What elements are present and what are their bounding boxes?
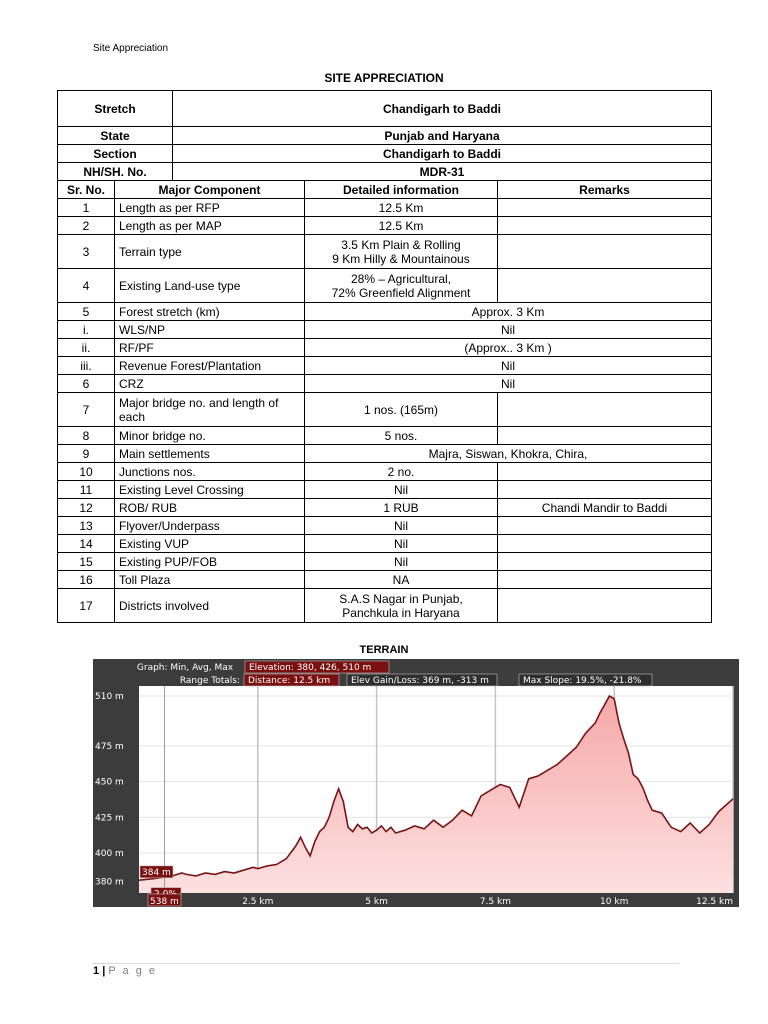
y-tick-label: 475 m bbox=[95, 741, 124, 752]
x-tick-label: 12.5 km bbox=[696, 897, 733, 907]
nh-row bbox=[58, 163, 712, 181]
col-header-remarks: Remarks bbox=[498, 181, 712, 199]
row-detail: 2 no. bbox=[305, 463, 498, 481]
row-sr-no: 6 bbox=[58, 375, 115, 393]
col-header-detail: Detailed information bbox=[305, 181, 498, 199]
range-totals-label: Range Totals: bbox=[179, 676, 240, 686]
row-detail: NA bbox=[305, 571, 498, 589]
elevation-profile-chart bbox=[93, 659, 739, 907]
table-row bbox=[58, 571, 712, 589]
stretch-row bbox=[58, 91, 712, 127]
row-component: Major bridge no. and length of each bbox=[115, 393, 305, 427]
row-component: Districts involved bbox=[115, 589, 305, 623]
row-remarks bbox=[498, 535, 712, 553]
table-row bbox=[58, 375, 712, 393]
row-sr-no: 11 bbox=[58, 481, 115, 499]
row-sr-no: iii. bbox=[58, 357, 115, 375]
document-title: SITE APPRECIATION bbox=[324, 71, 444, 85]
row-sr-no: 15 bbox=[58, 553, 115, 571]
row-remarks: Chandi Mandir to Baddi bbox=[498, 499, 712, 517]
cursor-elevation-readout: 384 m bbox=[142, 867, 171, 878]
row-sr-no: ii. bbox=[58, 339, 115, 357]
y-tick-label: 510 m bbox=[95, 691, 124, 702]
row-merged-info: Nil bbox=[305, 375, 712, 393]
row-remarks bbox=[498, 481, 712, 499]
row-component: Main settlements bbox=[115, 445, 305, 463]
row-component: WLS/NP bbox=[115, 321, 305, 339]
row-component: Existing Level Crossing bbox=[115, 481, 305, 499]
y-tick-label: 400 m bbox=[95, 849, 124, 860]
row-detail: 12.5 Km bbox=[305, 199, 498, 217]
table-row bbox=[58, 235, 712, 269]
section-label: Section bbox=[58, 145, 173, 163]
x-tick-label: 10 km bbox=[600, 897, 629, 907]
distance-label: Distance: 12.5 km bbox=[248, 676, 331, 686]
state-value: Punjab and Haryana bbox=[173, 127, 712, 145]
x-tick-label: 2.5 km bbox=[242, 897, 274, 907]
row-component: Toll Plaza bbox=[115, 571, 305, 589]
row-remarks bbox=[498, 427, 712, 445]
table-row bbox=[58, 269, 712, 303]
row-component: CRZ bbox=[115, 375, 305, 393]
row-detail: 5 nos. bbox=[305, 427, 498, 445]
row-sr-no: 8 bbox=[58, 427, 115, 445]
table-row bbox=[58, 357, 712, 375]
nh-label: NH/SH. No. bbox=[58, 163, 173, 181]
row-sr-no: 7 bbox=[58, 393, 115, 427]
row-component: Existing PUP/FOB bbox=[115, 553, 305, 571]
row-remarks bbox=[498, 235, 712, 269]
running-header: Site Appreciation bbox=[93, 43, 169, 54]
cursor-distance-readout: 538 m bbox=[150, 897, 179, 907]
terrain-title: TERRAIN bbox=[359, 644, 409, 656]
row-detail: Nil bbox=[305, 535, 498, 553]
row-component: Minor bridge no. bbox=[115, 427, 305, 445]
table-row bbox=[58, 481, 712, 499]
row-component: Revenue Forest/Plantation bbox=[115, 357, 305, 375]
row-merged-info: (Approx.. 3 Km ) bbox=[305, 339, 712, 357]
row-detail: 3.5 Km Plain & Rolling 9 Km Hilly & Mountainous bbox=[305, 235, 498, 269]
row-sr-no: 16 bbox=[58, 571, 115, 589]
row-component: Existing Land-use type bbox=[115, 269, 305, 303]
page-footer bbox=[93, 965, 157, 977]
row-sr-no: 12 bbox=[58, 499, 115, 517]
row-merged-info: Nil bbox=[305, 321, 712, 339]
row-remarks bbox=[498, 517, 712, 535]
row-component: Length as per MAP bbox=[115, 217, 305, 235]
row-component: RF/PF bbox=[115, 339, 305, 357]
elev-gain-label: Elev Gain/Loss: 369 m, -313 m bbox=[351, 676, 489, 686]
row-merged-info: Majra, Siswan, Khokra, Chira, bbox=[305, 445, 712, 463]
max-slope-label: Max Slope: 19.5%, -21.8% bbox=[523, 676, 642, 686]
row-remarks bbox=[498, 571, 712, 589]
table-row bbox=[58, 303, 712, 321]
row-detail: Nil bbox=[305, 481, 498, 499]
row-component: Length as per RFP bbox=[115, 199, 305, 217]
row-remarks bbox=[498, 217, 712, 235]
row-remarks bbox=[498, 553, 712, 571]
graph-label: Graph: Min, Avg, Max bbox=[136, 663, 234, 673]
row-detail: 12.5 Km bbox=[305, 217, 498, 235]
table-row bbox=[58, 393, 712, 427]
row-remarks bbox=[498, 199, 712, 217]
x-tick-label: 5 km bbox=[365, 897, 388, 907]
row-sr-no: 14 bbox=[58, 535, 115, 553]
table-row bbox=[58, 553, 712, 571]
table-row bbox=[58, 339, 712, 357]
row-detail: 28% – Agricultural, 72% Greenfield Alignment bbox=[305, 269, 498, 303]
row-component: Flyover/Underpass bbox=[115, 517, 305, 535]
table-row bbox=[58, 321, 712, 339]
row-sr-no: 17 bbox=[58, 589, 115, 623]
row-remarks bbox=[498, 393, 712, 427]
row-remarks bbox=[498, 269, 712, 303]
table-row bbox=[58, 445, 712, 463]
row-sr-no: 10 bbox=[58, 463, 115, 481]
row-detail: S.A.S Nagar in Punjab, Panchkula in Haryana bbox=[305, 589, 498, 623]
row-detail: 1 nos. (165m) bbox=[305, 393, 498, 427]
state-row bbox=[58, 127, 712, 145]
row-component: Terrain type bbox=[115, 235, 305, 269]
y-tick-label: 450 m bbox=[95, 777, 124, 788]
row-sr-no: 2 bbox=[58, 217, 115, 235]
nh-value: MDR-31 bbox=[173, 163, 712, 181]
page-number: 1 bbox=[93, 965, 100, 977]
row-remarks bbox=[498, 463, 712, 481]
table-row bbox=[58, 499, 712, 517]
page-separator: | bbox=[102, 965, 106, 977]
row-sr-no: 9 bbox=[58, 445, 115, 463]
footer-divider bbox=[93, 963, 679, 964]
row-merged-info: Approx. 3 Km bbox=[305, 303, 712, 321]
row-sr-no: 13 bbox=[58, 517, 115, 535]
elevation-label: Elevation: 380, 426, 510 m bbox=[249, 663, 372, 673]
column-header-row bbox=[58, 181, 712, 199]
table-row bbox=[58, 535, 712, 553]
row-component: ROB/ RUB bbox=[115, 499, 305, 517]
table-row bbox=[58, 217, 712, 235]
y-tick-label: 425 m bbox=[95, 813, 124, 824]
row-merged-info: Nil bbox=[305, 357, 712, 375]
row-detail: Nil bbox=[305, 553, 498, 571]
row-sr-no: i. bbox=[58, 321, 115, 339]
row-component: Forest stretch (km) bbox=[115, 303, 305, 321]
row-sr-no: 4 bbox=[58, 269, 115, 303]
row-remarks bbox=[498, 589, 712, 623]
row-component: Junctions nos. bbox=[115, 463, 305, 481]
y-tick-label: 380 m bbox=[95, 877, 124, 888]
x-tick-label: 7.5 km bbox=[479, 897, 511, 907]
row-detail: Nil bbox=[305, 517, 498, 535]
state-label: State bbox=[58, 127, 173, 145]
row-sr-no: 5 bbox=[58, 303, 115, 321]
site-appreciation-table bbox=[57, 90, 712, 623]
col-header-component: Major Component bbox=[115, 181, 305, 199]
table-row bbox=[58, 427, 712, 445]
col-header-sr: Sr. No. bbox=[58, 181, 115, 199]
table-row bbox=[58, 199, 712, 217]
stretch-value: Chandigarh to Baddi bbox=[173, 91, 712, 127]
stretch-label: Stretch bbox=[58, 91, 173, 127]
table-row bbox=[58, 463, 712, 481]
row-sr-no: 3 bbox=[58, 235, 115, 269]
page-word: P a g e bbox=[108, 965, 157, 977]
section-row bbox=[58, 145, 712, 163]
row-sr-no: 1 bbox=[58, 199, 115, 217]
row-component: Existing VUP bbox=[115, 535, 305, 553]
section-value: Chandigarh to Baddi bbox=[173, 145, 712, 163]
table-row bbox=[58, 517, 712, 535]
table-row bbox=[58, 589, 712, 623]
row-detail: 1 RUB bbox=[305, 499, 498, 517]
